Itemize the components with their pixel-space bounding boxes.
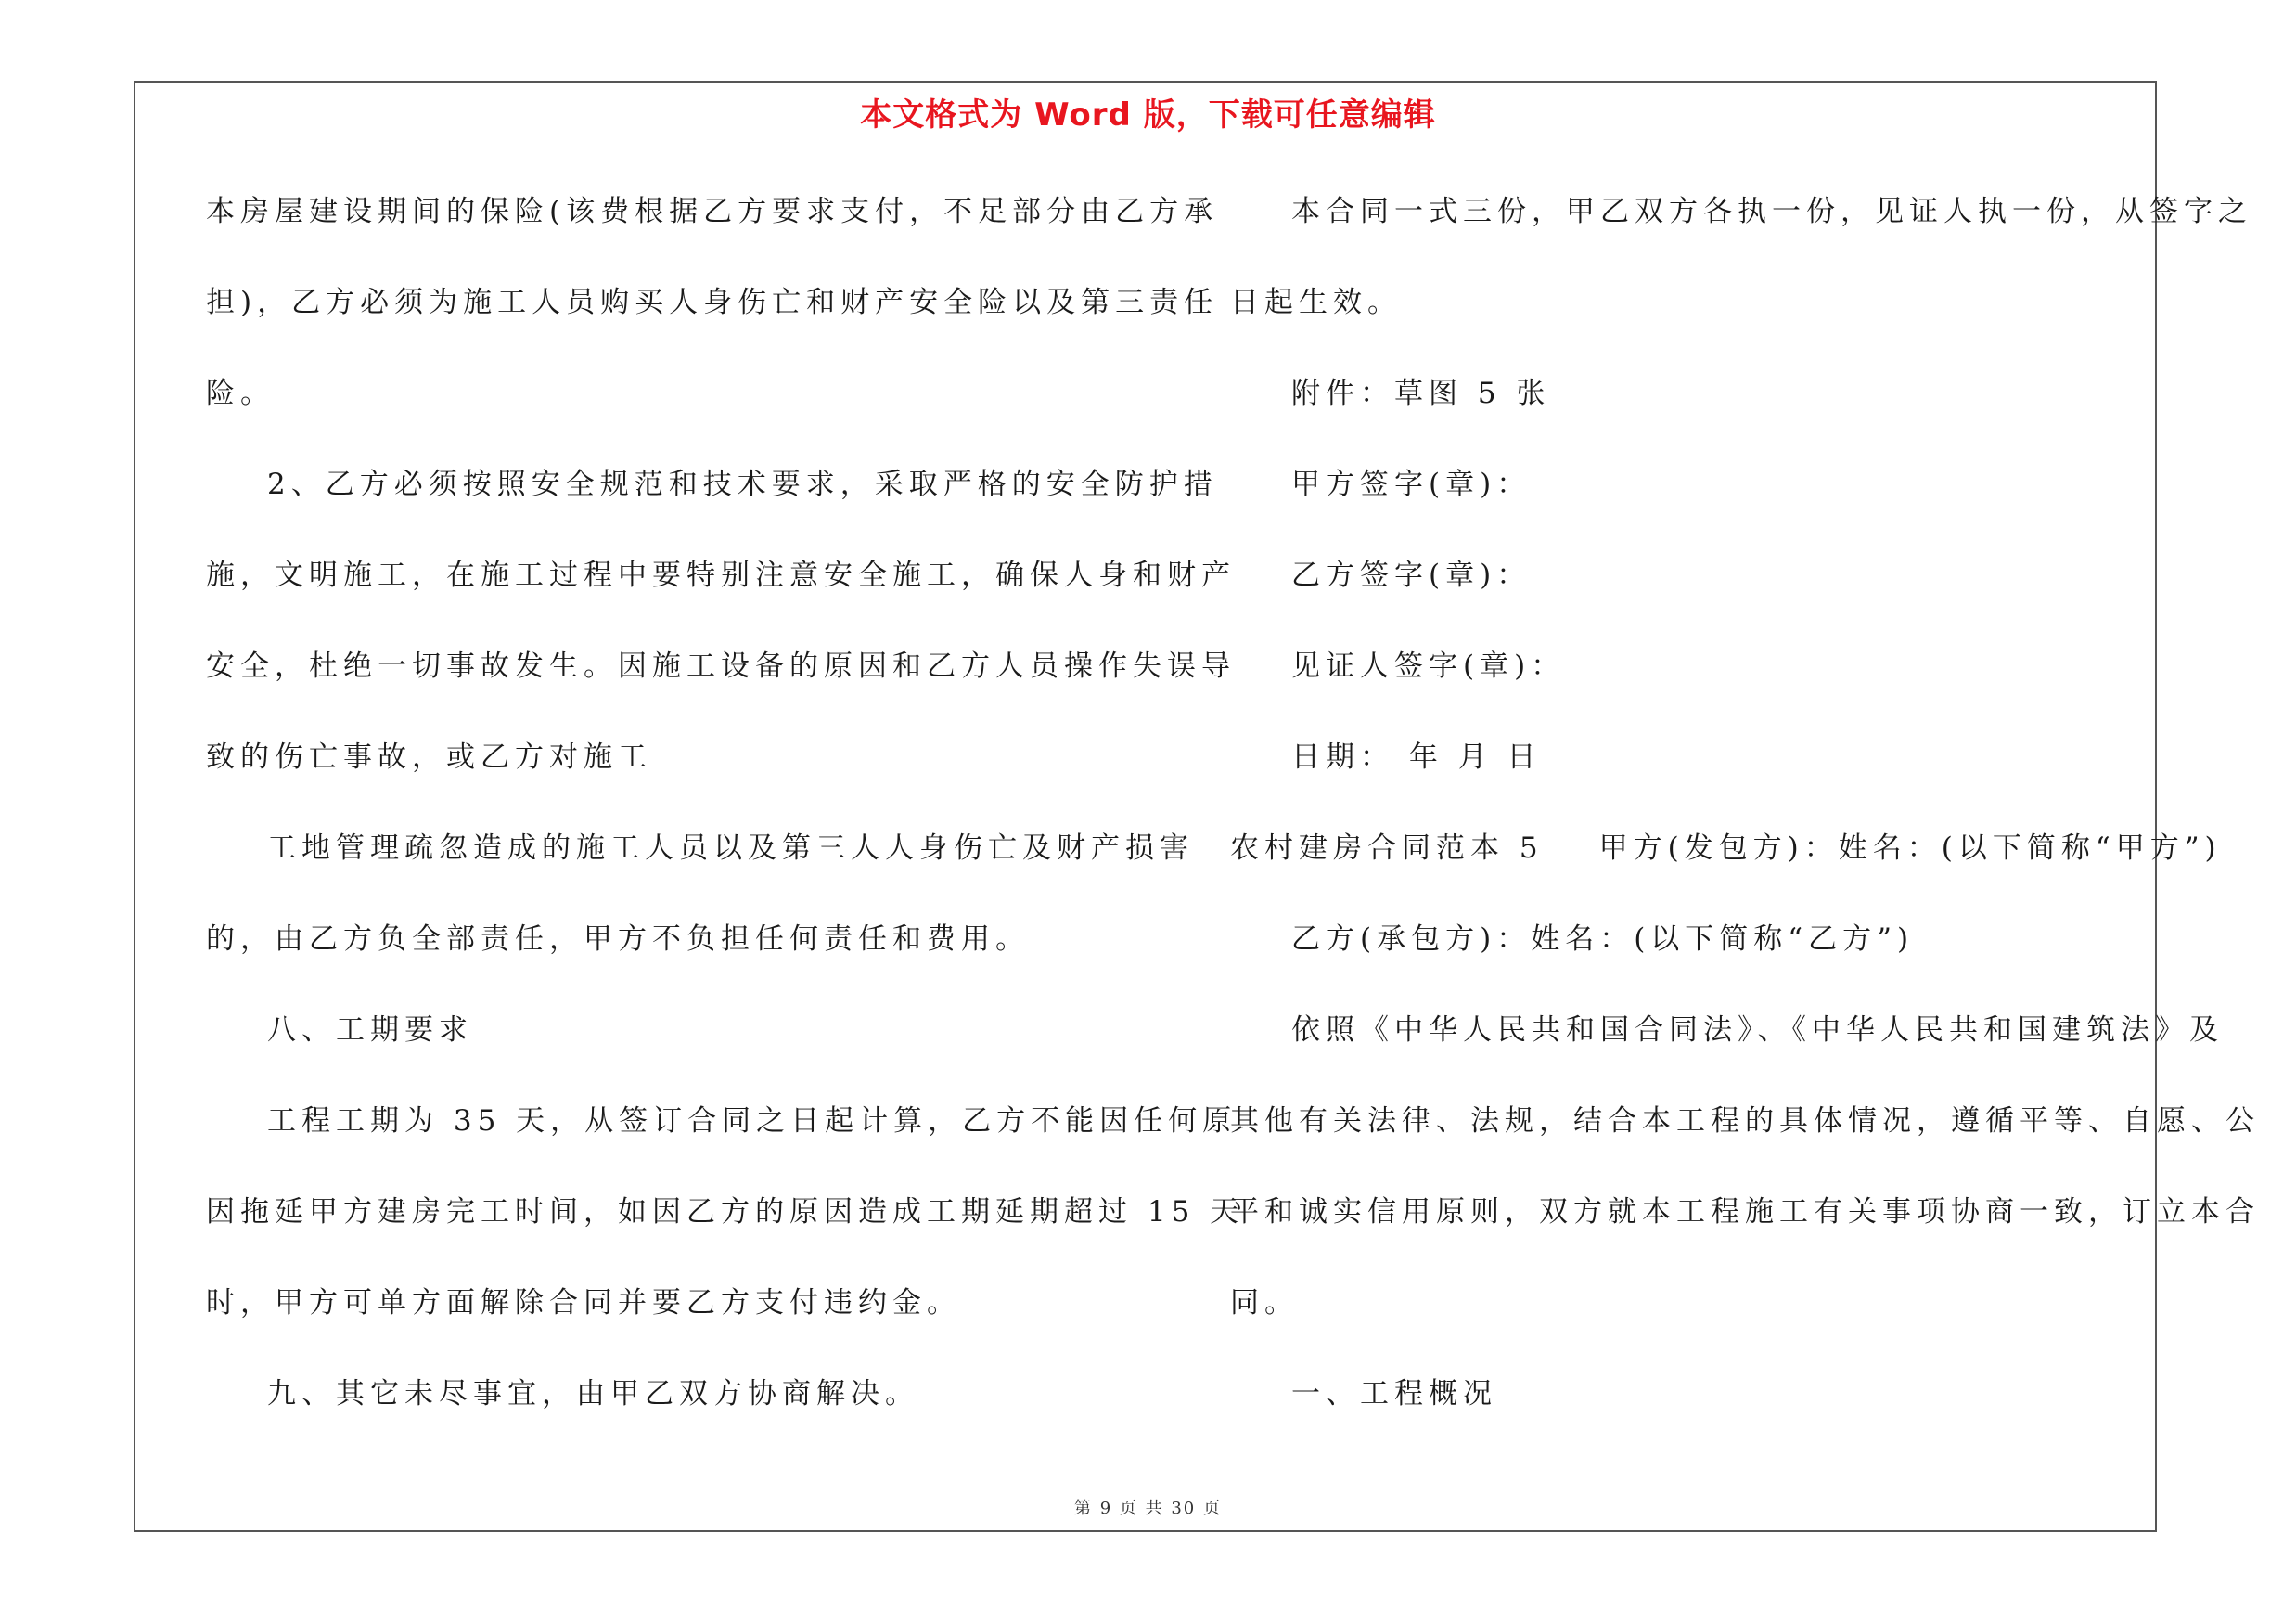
text-line: 因拖延甲方建房完工时间，如因乙方的原因造成工期延期超过 15 天 — [206, 1195, 1245, 1229]
text-line: 的，由乙方负全部责任，甲方不负担任何责任和费用。 — [206, 922, 1030, 956]
section-heading: 八、工期要求 — [267, 1013, 473, 1047]
text-line: 施，文明施工，在施工过程中要特别注意安全施工，确保人身和财产 — [206, 559, 1236, 592]
text-line: 同。 — [1230, 1286, 1299, 1320]
attachment-line: 附件：草图 5 张 — [1291, 377, 1551, 410]
contract-title: 农村建房合同范本 5 — [1230, 831, 1544, 865]
text-line: 安全，杜绝一切事故发生。因施工设备的原因和乙方人员操作失误导 — [206, 650, 1236, 683]
contract-title-line — [1230, 820, 2222, 911]
text-line: 依照《中华人民共和国合同法》、《中华人民共和国建筑法》及 — [1291, 1013, 2224, 1047]
text-line: 其他有关法律、法规，结合本工程的具体情况，遵循平等、自愿、公 — [1230, 1104, 2260, 1138]
text-line: 致的伤亡事故，或乙方对施工 — [206, 741, 652, 774]
text-line: 工程工期为 35 天，从签订合同之日起计算，乙方不能因任何原 — [267, 1104, 1238, 1138]
section-heading: 一、工程概况 — [1291, 1377, 1497, 1410]
party-a-line: 甲方(发包方)：姓名：(以下简称“甲方”) — [1598, 831, 2222, 865]
format-notice-banner: 本文格式为 Word 版，下载可任意编辑 — [860, 97, 1436, 134]
right-text-column — [1230, 184, 2260, 1457]
text-line: 本合同一式三份，甲乙双方各执一份，见证人执一份，从签字之 — [1291, 195, 2252, 228]
witness-signature: 见证人签字(章)： — [1291, 650, 1566, 683]
text-line: 时，甲方可单方面解除合同并要乙方支付违约金。 — [206, 1286, 961, 1320]
text-line: 2、乙方必须按照安全规范和技术要求，采取严格的安全防护措 — [267, 468, 1218, 501]
party-b-signature: 乙方签字(章)： — [1291, 559, 1532, 592]
text-line: 平和诚实信用原则，双方就本工程施工有关事项协商一致，订立本合 — [1230, 1195, 2260, 1229]
text-line: 险。 — [206, 377, 275, 410]
text-line: 工地管理疏忽造成的施工人员以及第三人人身伤亡及财产损害 — [267, 831, 1194, 865]
text-line: 担)，乙方必须为施工人员购买人身伤亡和财产安全险以及第三责任 — [206, 286, 1219, 319]
text-line: 日起生效。 — [1230, 286, 1402, 319]
text-line: 本房屋建设期间的保险(该费根据乙方要求支付，不足部分由乙方承 — [206, 195, 1219, 228]
party-a-signature: 甲方签字(章)： — [1291, 468, 1532, 501]
left-text-column — [206, 184, 1245, 1457]
section-heading: 九、其它未尽事宜，由甲乙双方协商解决。 — [267, 1377, 919, 1410]
date-line: 日期： 年 月 日 — [1291, 741, 1542, 774]
party-b-line: 乙方(承包方)：姓名：(以下简称“乙方”) — [1291, 922, 1915, 956]
page-number-footer: 第 9 页 共 30 页 — [1074, 1499, 1222, 1518]
